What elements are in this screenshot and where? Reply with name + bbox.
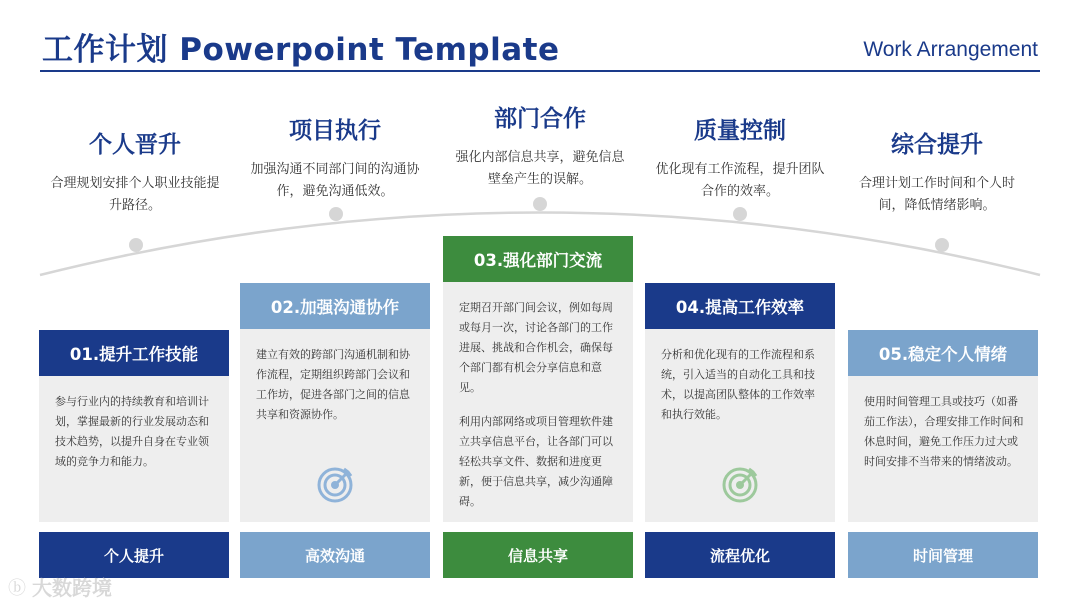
timeline-node-4 [733, 207, 747, 221]
top-heading: 质量控制 [694, 118, 786, 144]
top-description: 合理计划工作时间和个人时间，降低情绪影响。 [858, 176, 1015, 213]
column-footer: 时间管理 [848, 532, 1038, 578]
timeline-node-1 [129, 238, 143, 252]
timeline-node-3 [533, 197, 547, 211]
column-paragraph: 利用内部网络或项目管理软件建立共享信息平台，让各部门可以轻松共享文件、数据和进度更新，便于信息共享，减少沟通障碍。 [459, 415, 613, 508]
top-description: 加强沟通不同部门间的沟通协作，避免沟通低效。 [250, 162, 420, 199]
column-paragraph: 分析和优化现有的工作流程和系统，引入适当的自动化工具和技术，以提高团队整体的工作效率和执行效能。 [661, 348, 815, 421]
column-body [39, 376, 229, 522]
top-heading: 项目执行 [289, 118, 381, 144]
top-label-1 [45, 126, 225, 217]
column-header: 04.提高工作效率 [645, 283, 835, 329]
column-header: 01.提升工作技能 [39, 330, 229, 376]
watermark-text: 大数跨境 [32, 576, 112, 600]
column-header: 02.加强沟通协作 [240, 283, 430, 329]
watermark [8, 572, 112, 601]
column-paragraph: 定期召开部门间会议，例如每周或每月一次，讨论各部门的工作进展、挑战和合作机会，确保每个部门都有机会分享信息和意见。 [459, 301, 613, 394]
column-footer: 流程优化 [645, 532, 835, 578]
top-label-4 [650, 112, 830, 203]
column-body [443, 282, 633, 522]
column-footer: 信息共享 [443, 532, 633, 578]
top-description: 优化现有工作流程，提升团队合作的效率。 [655, 162, 825, 199]
top-label-3 [450, 100, 630, 191]
column-footer: 高效沟通 [240, 532, 430, 578]
header-divider [40, 70, 1040, 72]
top-label-5 [847, 126, 1027, 217]
top-description: 强化内部信息共享，避免信息壁垒产生的误解。 [455, 150, 625, 187]
column-paragraph: 建立有效的跨部门沟通机制和协作流程，定期组织跨部门会议和工作坊，促进各部门之间的信息共享和资源协作。 [256, 348, 410, 421]
top-description: 合理规划安排个人职业技能提升路径。 [50, 176, 220, 213]
page-title: 工作计划 Powerpoint Template [42, 32, 560, 68]
page-subtitle: Work Arrangement [863, 38, 1038, 61]
column-body [240, 329, 430, 522]
column-paragraph: 参与行业内的持续教育和培训计划，掌握最新的行业发展动态和技术趋势，以提升自身在专业领域的竞争力和能力。 [55, 395, 209, 468]
target-icon [720, 465, 760, 505]
timeline-node-2 [329, 207, 343, 221]
watermark-logo-icon: ⓑ [8, 577, 26, 599]
column-body [645, 329, 835, 522]
column-header: 05.稳定个人情绪 [848, 330, 1038, 376]
column-footer: 个人提升 [39, 532, 229, 578]
column-paragraph: 使用时间管理工具或技巧（如番茄工作法），合理安排工作时间和休息时间，避免工作压力过大或时间安排不当带来的情绪波动。 [864, 395, 1024, 468]
column-body [848, 376, 1038, 522]
top-heading: 综合提升 [891, 132, 983, 158]
target-icon [315, 465, 355, 505]
top-label-2 [245, 112, 425, 203]
top-heading: 个人晋升 [89, 132, 181, 158]
timeline-node-5 [935, 238, 949, 252]
top-heading: 部门合作 [494, 106, 586, 132]
column-header: 03.强化部门交流 [443, 236, 633, 282]
